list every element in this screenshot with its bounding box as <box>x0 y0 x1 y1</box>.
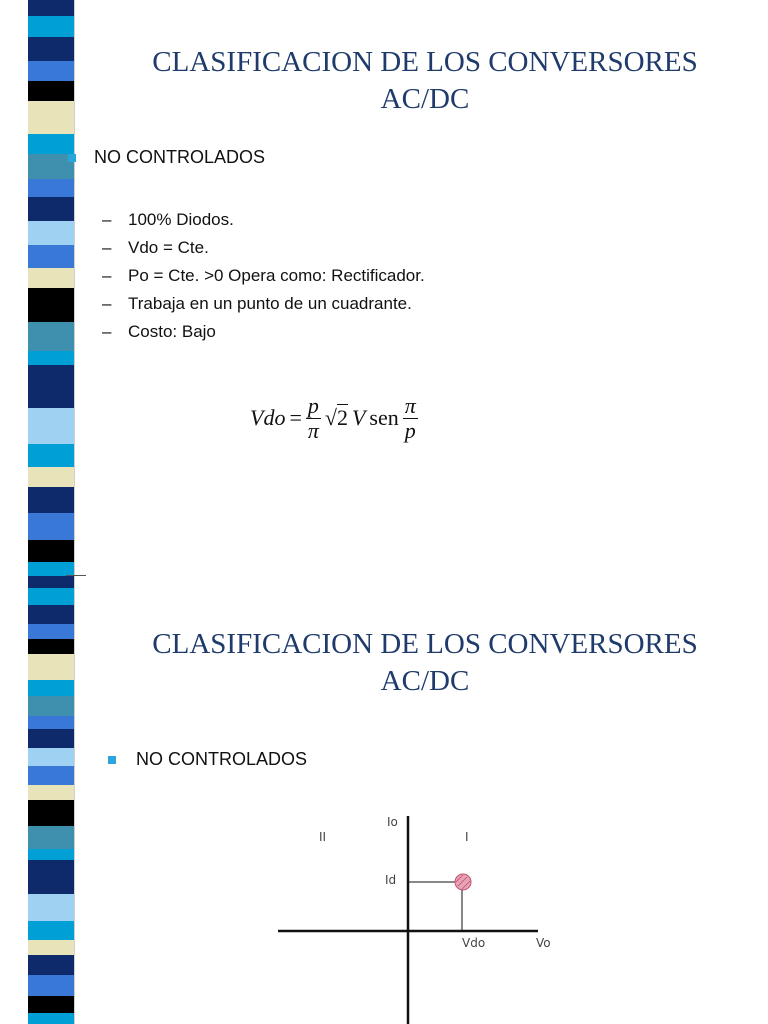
stripe-band <box>28 16 74 38</box>
stripe-band <box>28 322 74 352</box>
bullet-square-icon <box>68 154 76 162</box>
stripe-band <box>28 487 74 513</box>
title-line-1: CLASIFICACION DE LOS CONVERSORES <box>152 628 698 660</box>
square-root <box>325 405 348 431</box>
stripe-band <box>28 197 74 221</box>
list-item-text: Vdo = Cte. <box>128 238 209 257</box>
dash-marker: – <box>102 238 112 257</box>
stripe-band <box>28 101 74 135</box>
list-item <box>102 234 425 262</box>
formula-lhs: Vdo <box>250 405 286 430</box>
formula-equals: = <box>289 405 302 430</box>
stripe-band <box>28 81 74 101</box>
list-item-text: Po = Cte. >0 Opera como: Rectificador. <box>128 266 425 285</box>
stripe-band <box>28 134 74 154</box>
sqrt-radicand: 2 <box>336 405 348 430</box>
stripe-band <box>28 351 74 365</box>
fraction-numerator: π <box>404 392 416 418</box>
bullet-text: NO CONTROLADOS <box>136 749 308 769</box>
stripe-band <box>28 513 74 541</box>
stripe-band <box>28 467 74 487</box>
formula-variable: V <box>351 405 366 430</box>
stripe-band <box>28 540 74 562</box>
x-axis-label: Vo <box>536 936 551 950</box>
title-line-2: AC/DC <box>380 83 470 115</box>
fraction-pi-over-p <box>403 394 418 443</box>
stripe-band <box>28 61 74 81</box>
title-line-1: CLASIFICACION DE LOS CONVERSORES <box>152 46 698 78</box>
stripe-band <box>28 179 74 197</box>
slide-title <box>100 44 750 118</box>
list-item <box>102 262 425 290</box>
dash-marker: – <box>102 210 112 229</box>
dash-marker: – <box>102 266 112 285</box>
title-line-2: AC/DC <box>380 665 470 697</box>
stripe-band <box>28 365 74 408</box>
vdo-formula <box>250 388 418 448</box>
sub-bullet-list <box>102 206 425 346</box>
list-item-text: 100% Diodos. <box>128 210 234 229</box>
fraction-p-over-pi <box>306 394 321 443</box>
stripe-band <box>28 562 74 576</box>
fraction-denominator: p <box>404 417 416 443</box>
stripe-band <box>28 408 74 444</box>
formula-function: sen <box>369 405 399 430</box>
fraction-denominator: π <box>307 417 319 443</box>
stripe-band <box>28 0 74 16</box>
quadrant-1-label: I <box>465 830 469 844</box>
list-item-text: Trabaja en un punto de un cuadrante. <box>128 294 412 313</box>
operating-voltage-label: Vdo <box>462 936 486 950</box>
sqrt-icon: √ <box>324 405 337 430</box>
decorative-stripe <box>28 0 74 576</box>
slide-2 <box>0 576 768 1024</box>
list-item <box>102 318 425 346</box>
stripe-band <box>28 444 74 468</box>
operating-current-label: Id <box>385 873 397 887</box>
fraction-numerator: p <box>307 392 319 418</box>
stripe-band <box>28 268 74 288</box>
y-axis-label: Io <box>387 815 398 829</box>
stripe-edge-line <box>74 0 75 576</box>
dash-marker: – <box>102 294 112 313</box>
list-item <box>102 290 425 318</box>
list-item <box>102 206 425 234</box>
dash-marker: – <box>102 322 112 341</box>
list-item-text: Costo: Bajo <box>128 322 216 341</box>
stripe-band <box>28 221 74 245</box>
stripe-band <box>28 37 74 61</box>
bullet-text: NO CONTROLADOS <box>94 147 266 167</box>
stripe-band <box>28 288 74 322</box>
quadrant-2-label: II <box>319 830 327 844</box>
stripe-band <box>28 245 74 269</box>
quadrant-diagram <box>0 576 768 1024</box>
